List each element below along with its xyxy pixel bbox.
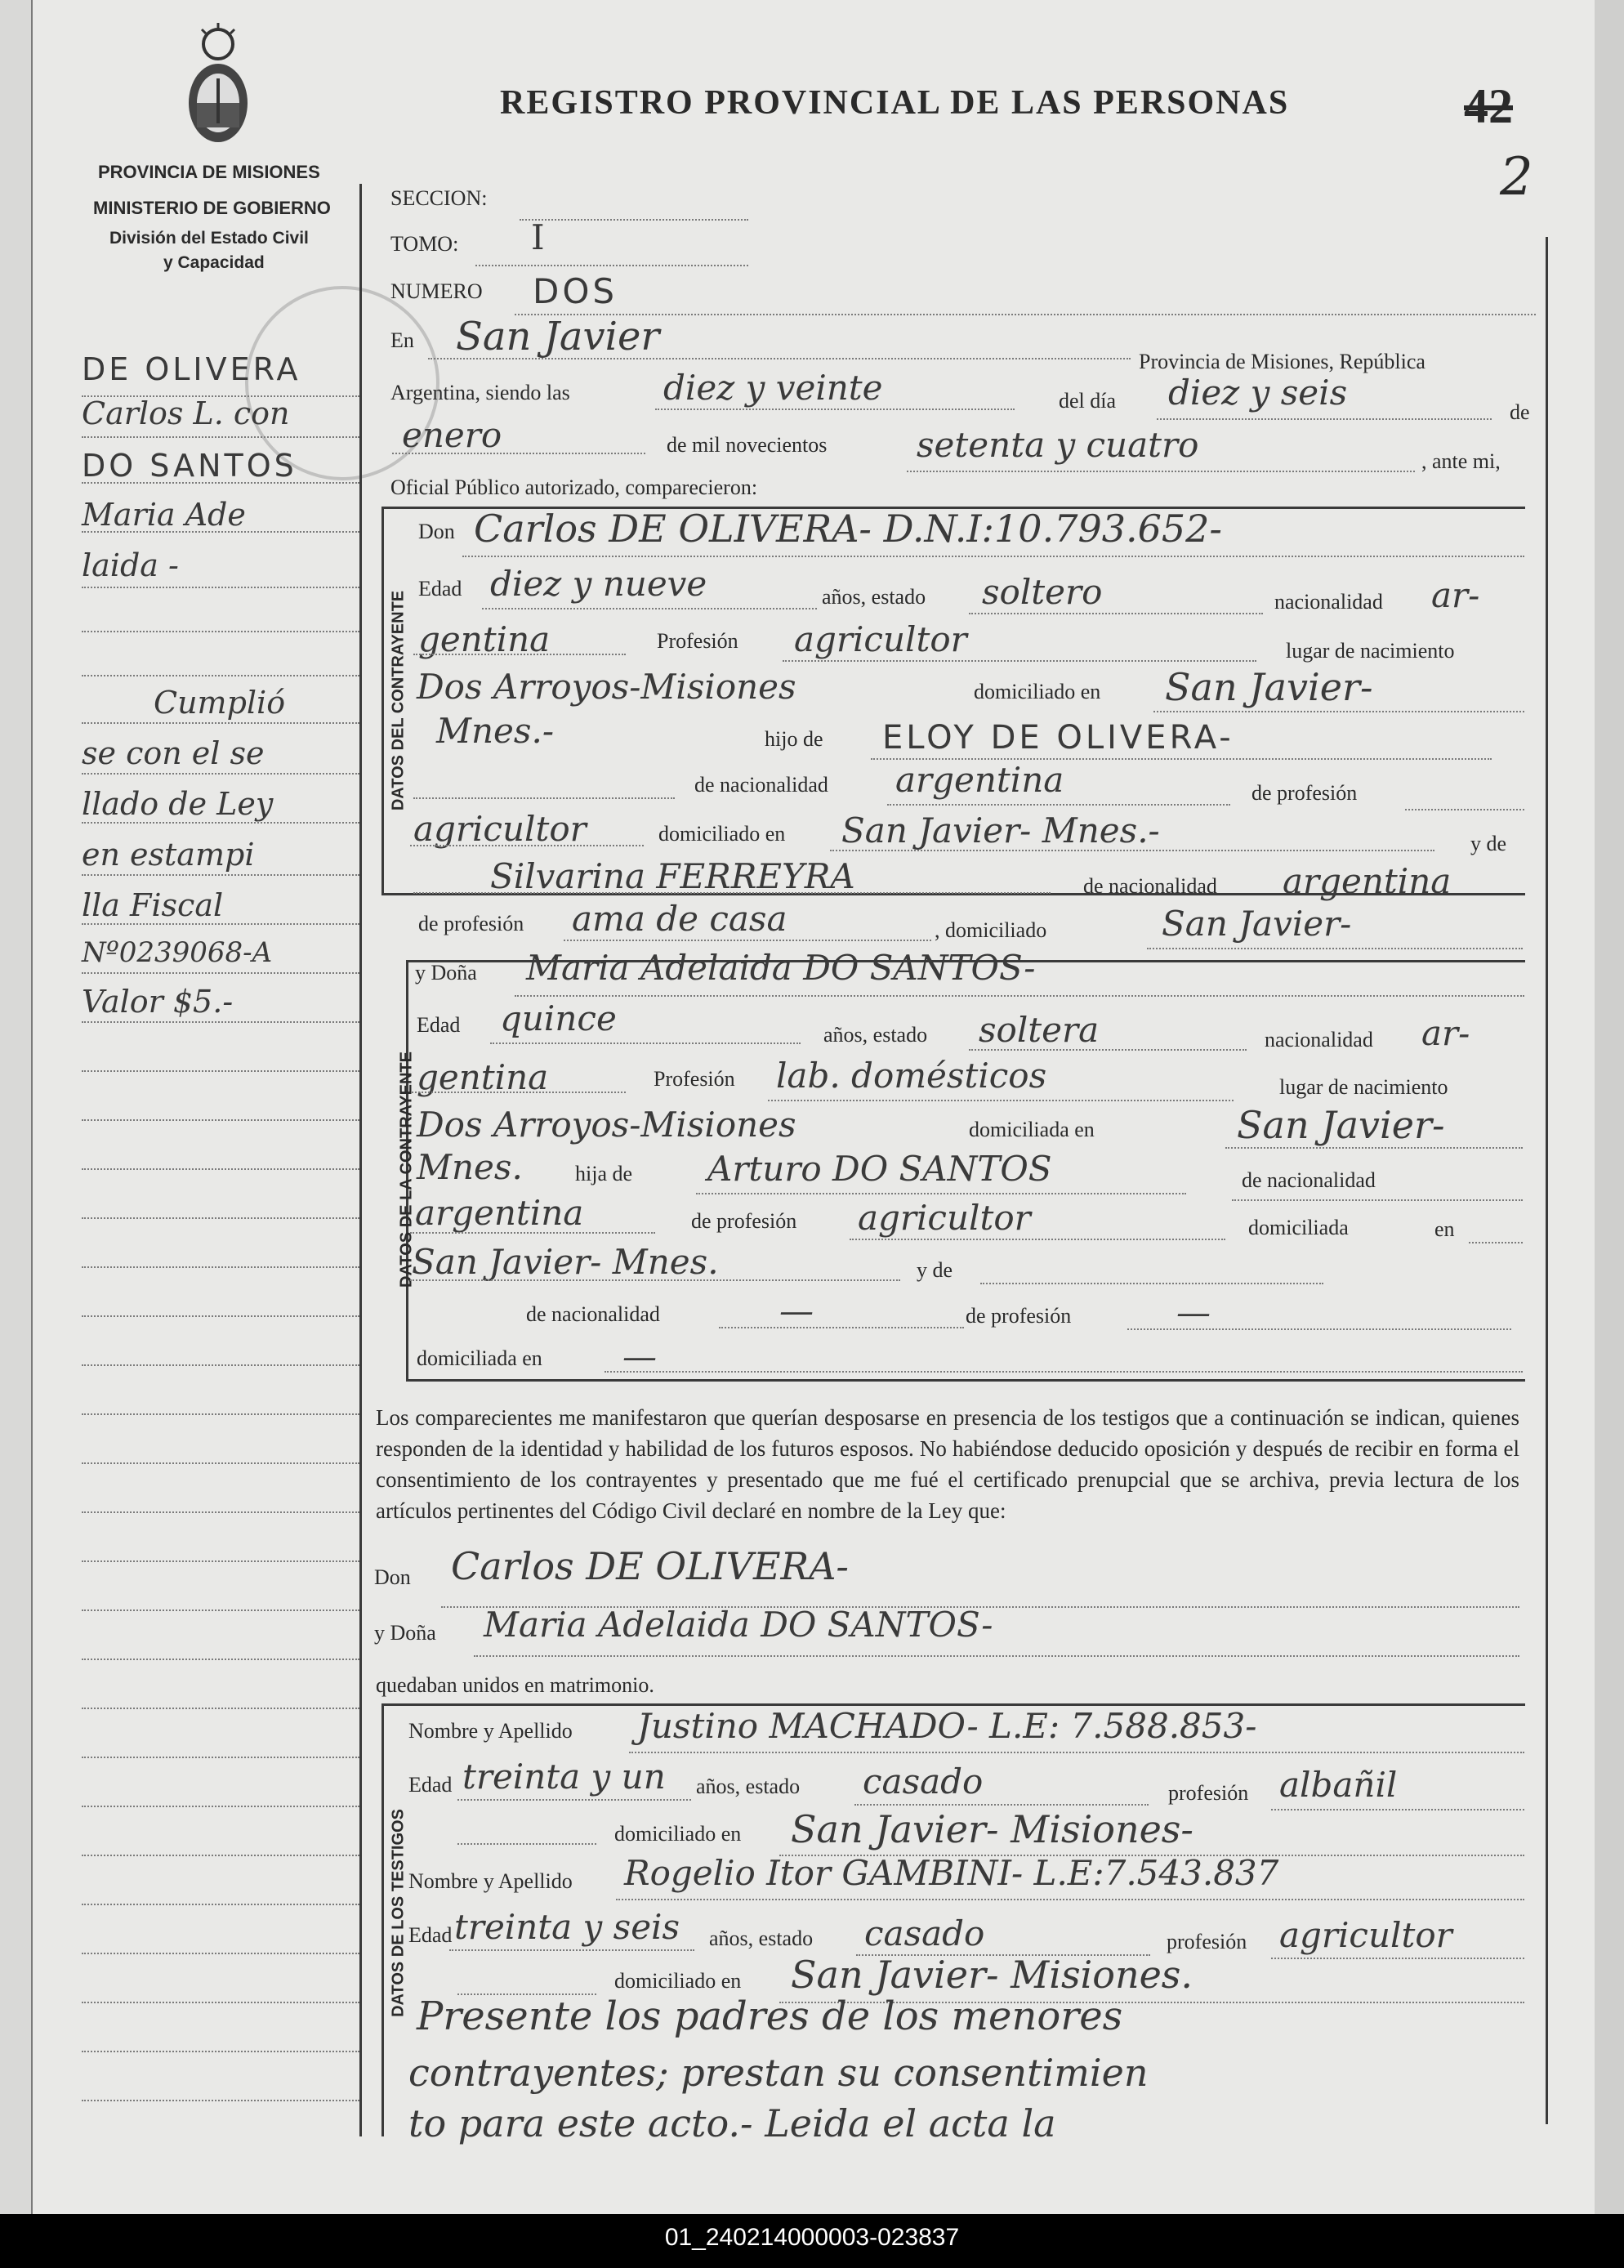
label-y-de: y de [1470,832,1507,855]
label-de-nac-padre-novio: de nacionalidad [694,773,828,797]
margin-line-7: se con el se [82,735,265,771]
label-y-dona-union: y Doña [374,1621,436,1645]
novia-nac-b: gentina [417,1057,549,1097]
novio-edad: diez y nueve [490,564,707,604]
novia-padre: Arturo DO SANTOS [707,1149,1052,1189]
label-y-dona: y Doña [415,961,477,984]
value-anio: setenta y cuatro [917,425,1199,465]
value-lugar: San Javier [456,314,660,359]
label-dom-testigo1: domiciliado en [614,1822,742,1846]
novio-madre-dom: San Javier- [1162,904,1352,944]
label-don-union: Don [374,1565,411,1589]
label-de-prof-madre: de profesión [418,912,524,935]
novio-dom-b: Mnes.- [436,711,555,751]
novia-padre-nac: argentina [415,1193,584,1233]
side-label-contrayente: DATOS DEL CONTRAYENTE [389,590,408,811]
union-don: Carlos DE OLIVERA- [451,1544,849,1588]
label-nombre-testigo2: Nombre y Apellido [408,1869,573,1893]
label-quedaban: quedaban unidos en matrimonio. [376,1673,654,1697]
margin-line-12: Valor $5.- [82,984,234,1020]
label-profesion-testigo2: profesión [1167,1930,1247,1953]
testigo2-estado: casado [864,1913,985,1953]
label-de-nac-padre-novia: de nacionalidad [1242,1168,1376,1192]
label-de-mil: de mil novecientos [667,433,828,457]
note-line-3: to para este acto.- Leida el acta la [408,2101,1056,2145]
label-de-prof-madre-novia: de profesión [966,1304,1072,1328]
label-anos-estado-novia: años, estado [823,1023,928,1047]
label-tomo: TOMO: [390,232,459,256]
label-lugar-novio: lugar de nacimiento [1286,639,1455,663]
label-hijo-de: hijo de [765,727,823,751]
value-numero: DOS [533,271,618,311]
testigo1-estado: casado [863,1761,984,1801]
office-division: División del Estado Civil [109,229,309,248]
form-title: REGISTRO PROVINCIAL DE LAS PERSONAS [500,84,1290,122]
label-edad-novio: Edad [418,577,462,600]
value-mes: enero [402,415,502,455]
novia-profesion: lab. domésticos [776,1056,1047,1096]
label-anos-estado-novio: años, estado [822,585,926,609]
margin-line-1: DE OLIVERA [82,351,301,387]
novia-madre-nac: — [779,1291,814,1331]
novio-padre-nac: argentina [895,760,1064,800]
value-tomo: I [531,217,545,257]
footer-filename: 01_240214000003-023837 [664,2224,960,2251]
novia-madre-prof: — [1176,1292,1211,1333]
margin-line-2: Carlos L. con [82,395,290,431]
main-frame-left [359,184,362,2136]
testigo1-dom: San Javier- Misiones- [791,1807,1193,1851]
note-line-2: contrayentes; prestan su consentimien [408,2051,1149,2095]
label-hija-de: hija de [575,1162,633,1185]
label-ante-mi: , ante mi, [1421,449,1501,473]
label-argentina-siendo: Argentina, siendo las [390,381,570,404]
testigo1-edad: treinta y un [462,1757,666,1797]
novia-padre-dom: San Javier- Mnes. [412,1242,719,1282]
novio-estado: soltero [982,572,1103,612]
value-dia: diez y seis [1168,373,1348,413]
novia-block-bottom [406,1379,1525,1382]
novio-nombre: Carlos DE OLIVERA- D.N.I:10.793.652- [474,507,1222,551]
novio-profesion: agricultor [794,619,967,659]
label-domiciliado-madre: , domiciliado [935,918,1047,942]
page-number-old: 42 [1464,79,1513,133]
office-ministry: MINISTERIO DE GOBIERNO [93,198,331,218]
label-en-padre-novia: en [1434,1217,1455,1241]
coat-of-arms-icon [181,21,255,152]
novia-nombre: Maria Adelaida DO SANTOS- [526,948,1036,988]
novio-madre: Silvarina FERREYRA [490,856,855,896]
testigo1-profesion: albañil [1279,1765,1398,1805]
testigo2-edad: treinta y seis [454,1907,680,1947]
margin-line-8: llado de Ley [82,786,274,822]
margin-line-6: Cumplió [154,685,286,721]
label-lugar-novia: lugar de nacimiento [1279,1075,1448,1099]
label-de-prof-padre-novio: de profesión [1251,781,1358,805]
margin-line-10: lla Fiscal [82,887,224,923]
main-frame-right [1546,237,1548,2124]
value-hora: diez y veinte [663,368,883,408]
novia-dom-b: Mnes. [417,1147,523,1187]
label-de-prof-padre-novia: de profesión [691,1209,797,1233]
label-anos-estado-testigo2: años, estado [709,1926,814,1950]
label-dom-padre-novio: domiciliado en [658,822,786,846]
side-label-contrayenta: DATOS DE LA CONTRAYENTE [397,1051,416,1288]
office-province: PROVINCIA DE MISIONES [98,162,320,182]
testigo2-dom: San Javier- Misiones. [791,1953,1193,1997]
novia-estado: soltera [979,1010,1100,1050]
label-domiciliada-madre-novia: domiciliada en [417,1346,542,1370]
label-nac-novia: nacionalidad [1265,1028,1373,1051]
union-dona: Maria Adelaida DO SANTOS- [484,1605,993,1645]
label-seccion: SECCION: [390,186,488,210]
novia-padre-prof: agricultor [858,1198,1031,1238]
novia-nac-a: ar- [1421,1013,1470,1053]
label-domiciliada-novia: domiciliada en [969,1118,1095,1141]
label-domiciliada-padre-novia: domiciliada [1248,1216,1349,1239]
label-oficial: Oficial Público autorizado, comparecieron: [390,475,758,499]
side-label-testigos: DATOS DE LOS TESTIGOS [389,1809,408,2017]
testigos-block-line [381,1703,384,2136]
margin-line-9: en estampi [82,837,255,873]
label-del-dia: del día [1059,389,1117,413]
novia-madre-dom: — [622,1337,657,1377]
label-anos-estado-testigo1: años, estado [696,1775,801,1798]
testigo2-nombre: Rogelio Itor GAMBINI- L.E:7.543.837 [624,1853,1279,1893]
label-edad-testigo1: Edad [408,1773,453,1797]
note-line-1: Presente los padres de los menores [417,1993,1123,2039]
novio-nac-a: ar- [1431,575,1480,615]
margin-line-11: Nº0239068-A [82,936,273,969]
label-profesion-testigo1: profesión [1168,1781,1249,1805]
margin-line-3: DO SANTOS [82,448,297,484]
novio-nac-b: gentina [418,619,551,659]
label-edad-novia: Edad [417,1013,461,1037]
label-nombre-testigo1: Nombre y Apellido [408,1719,573,1743]
binding-margin [0,0,33,2214]
label-profesion-novia: Profesión [654,1067,735,1091]
margin-line-4: Maria Ade [82,497,246,533]
page-edge [1595,0,1624,2214]
novio-madre-nac: argentina [1283,861,1452,901]
label-de-nac-madre: de nacionalidad [1083,874,1217,898]
label-dom-novio: domiciliado en [974,680,1101,703]
label-en: En [390,328,414,352]
label-de-1: de [1510,400,1530,424]
novia-dom-a: San Javier- [1237,1103,1445,1147]
novia-lugar: Dos Arroyos-Misiones [417,1105,796,1145]
label-y-de-novia: y de [917,1258,953,1282]
label-profesion-novio: Profesión [657,629,738,653]
label-edad-testigo2: Edad [408,1923,453,1947]
novio-padre: ELOY DE OLIVERA- [882,719,1234,757]
label-provincia: Provincia de Misiones, República [1139,350,1425,373]
novia-edad: quince [500,998,617,1038]
label-don: Don [418,520,455,543]
label-de-nac-madre-novia: de nacionalidad [526,1302,660,1326]
novio-dom-a: San Javier- [1165,665,1373,709]
label-numero: NUMERO [390,279,483,303]
novio-madre-prof: ama de casa [572,899,787,939]
novio-lugar: Dos Arroyos-Misiones [417,667,796,707]
label-dom-testigo2: domiciliado en [614,1969,742,1993]
office-capacidad: y Capacidad [163,253,265,272]
testigo2-profesion: agricultor [1279,1915,1452,1955]
novio-block-line [381,507,384,895]
label-nac-novio: nacionalidad [1274,590,1383,614]
testigo1-nombre: Justino MACHADO- L.E: 7.588.853- [637,1706,1257,1746]
novio-padre-prof: agricultor [413,809,587,849]
novio-padre-dom: San Javier- Mnes.- [841,810,1160,850]
margin-line-5: laida - [82,547,179,583]
declaration-paragraph: Los comparecientes me manifestaron que querían desposarse en presencia de los testigos que a continuación se indican, quienes responden de la identidad y habilidad de los futuros esposos. No habiéndose deducido oposición y después de recibir en forma el consentimiento de los contrayentes y presentado que me fué el certificado prenupcial que se archiva, previa lectura de los artículos pertinentes del Código Civil declaré en nombre de la Ley que: [376,1405,1519,1523]
page-number-new: 2 [1500,147,1533,208]
